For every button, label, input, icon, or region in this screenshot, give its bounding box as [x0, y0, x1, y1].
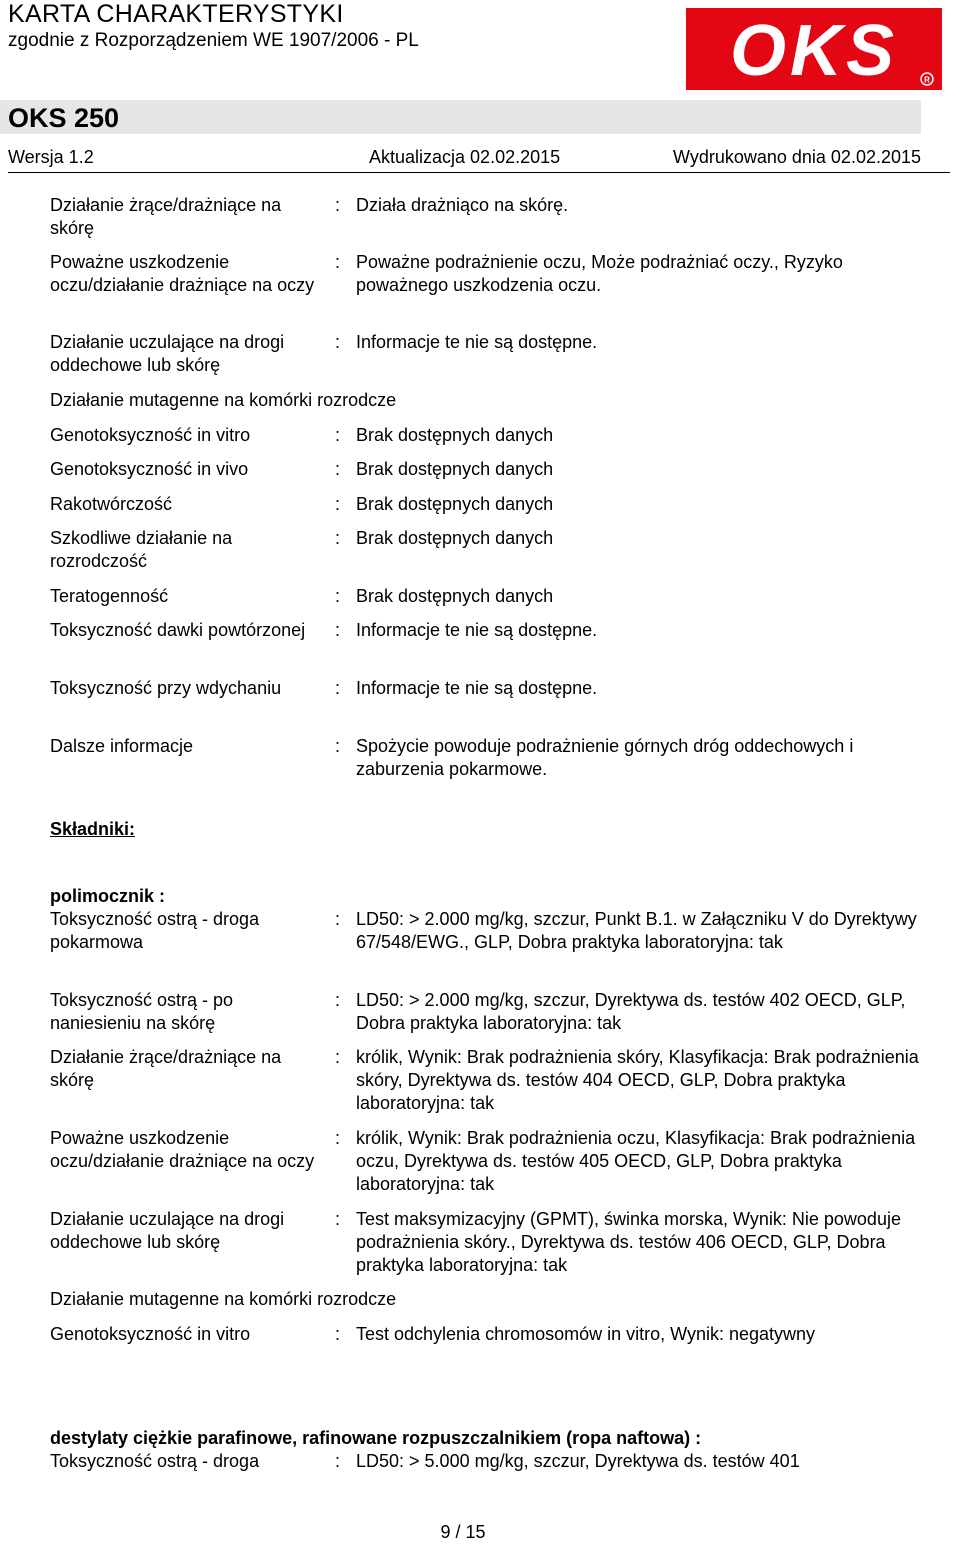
row-label: Poważne uszkodzenie oczu/działanie drażniące na oczy	[50, 252, 315, 295]
row-colon: :	[335, 332, 341, 352]
row-label: Dalsze informacje	[50, 736, 194, 756]
row-label: Genotoksyczność in vivo	[50, 459, 249, 479]
row-value: królik, Wynik: Brak podrażnienia oczu, Klasyfikacja: Brak podrażnienia oczu, Dyrektywa ds. testów 405 OECD, GLP, Dobra praktyka laboratoryjna: tak	[356, 1128, 916, 1194]
row-value: Informacje te nie są dostępne.	[356, 678, 598, 698]
row-colon: :	[335, 1324, 341, 1344]
regulation-subtitle: zgodnie z Rozporządzeniem WE 1907/2006 - PL	[8, 30, 419, 51]
row-label: Toksyczność przy wdychaniu	[50, 678, 282, 698]
product-name: OKS 250	[8, 103, 120, 133]
header-divider	[8, 172, 950, 173]
update-date: Aktualizacja 02.02.2015	[369, 147, 561, 167]
row-label: Poważne uszkodzenie oczu/działanie drażniące na oczy	[50, 1128, 315, 1171]
row-value: Test maksymizacyjny (GPMT), świnka morska, Wynik: Nie powoduje podrażnienia skóry., Dyrektywa ds. testów 406 OECD, GLP, Dobra praktyka laboratoryjna: tak	[356, 1209, 901, 1275]
row-value: Test odchylenia chromosomów in vitro, Wynik: negatywny	[356, 1324, 816, 1344]
row-colon: :	[335, 909, 341, 929]
row-value: królik, Wynik: Brak podrażnienia skóry, Klasyfikacja: Brak podrażnienia skóry, Dyrektywa ds. testów 404 OECD, GLP, Dobra praktyka laboratoryjna: tak	[356, 1047, 919, 1113]
oks-logo	[686, 8, 942, 90]
svg-text:R: R	[924, 75, 930, 85]
components-heading: Składniki:	[50, 819, 136, 839]
row-value: LD50: > 5.000 mg/kg, szczur, Dyrektywa ds. testów 401	[356, 1451, 800, 1471]
row-value: Brak dostępnych danych	[356, 459, 554, 479]
row-value: Brak dostępnych danych	[356, 528, 554, 548]
row-value: Poważne podrażnienie oczu, Może podrażniać oczy., Ryzyko poważnego uszkodzenia oczu.	[356, 252, 843, 295]
row-colon: :	[335, 425, 341, 445]
row-label: Rakotwórczość	[50, 494, 173, 514]
row-colon: :	[335, 459, 341, 479]
version-label: Wersja 1.2	[8, 147, 94, 167]
row-label: Toksyczność ostrą - po naniesieniu na skórę	[50, 990, 234, 1033]
row-colon: :	[335, 586, 341, 606]
row-value: Informacje te nie są dostępne.	[356, 332, 598, 352]
page-number: 9 / 15	[440, 1522, 486, 1542]
row-value: Spożycie powoduje podrażnienie górnych dróg oddechowych i zaburzenia pokarmowe.	[356, 736, 854, 779]
row-colon: :	[335, 990, 341, 1010]
row-colon: :	[335, 1128, 341, 1148]
row-colon: :	[335, 620, 341, 640]
row-colon: :	[335, 528, 341, 548]
row-colon: :	[335, 736, 341, 756]
document-title: KARTA CHARAKTERYSTYKI	[8, 0, 344, 28]
row-label: Teratogenność	[50, 586, 169, 606]
print-date: Wydrukowano dnia 02.02.2015	[673, 147, 922, 167]
logo-lettering: OKS	[729, 11, 899, 90]
row-value: Informacje te nie są dostępne.	[356, 620, 598, 640]
row-colon: :	[335, 1047, 341, 1067]
component-name: destylaty ciężkie parafinowe, rafinowane rozpuszczalnikiem (ropa naftowa) :	[50, 1428, 702, 1448]
row-value: Działa drażniąco na skórę.	[356, 195, 569, 215]
row-label: Genotoksyczność in vitro	[50, 1324, 251, 1344]
section-heading: Działanie mutagenne na komórki rozrodcze	[50, 1289, 397, 1309]
row-colon: :	[335, 678, 341, 698]
row-colon: :	[335, 1209, 341, 1229]
row-label: Działanie uczulające na drogi oddechowe lub skórę	[50, 332, 285, 375]
row-colon: :	[335, 195, 341, 215]
row-label: Działanie żrące/drażniące na skórę	[50, 1047, 282, 1090]
component-name: polimocznik :	[50, 886, 166, 906]
row-label: Toksyczność ostrą - droga	[50, 1451, 260, 1471]
product-bar	[0, 100, 921, 134]
row-label: Toksyczność ostrą - droga pokarmowa	[50, 909, 260, 952]
row-colon: :	[335, 252, 341, 272]
row-value: LD50: > 2.000 mg/kg, szczur, Dyrektywa ds. testów 402 OECD, GLP, Dobra praktyka laboratoryjna: tak	[356, 990, 906, 1033]
row-colon: :	[335, 494, 341, 514]
row-value: Brak dostępnych danych	[356, 425, 554, 445]
row-label: Genotoksyczność in vitro	[50, 425, 251, 445]
row-label: Działanie uczulające na drogi oddechowe lub skórę	[50, 1209, 285, 1252]
row-label: Toksyczność dawki powtórzonej	[50, 620, 306, 640]
row-label: Działanie żrące/drażniące na skórę	[50, 195, 282, 238]
section-heading: Działanie mutagenne na komórki rozrodcze	[50, 390, 397, 410]
row-colon: :	[335, 1451, 341, 1471]
row-value: LD50: > 2.000 mg/kg, szczur, Punkt B.1. w Załączniku V do Dyrektywy 67/548/EWG., GLP, Dobra praktyka laboratoryjna: tak	[356, 909, 917, 952]
row-label: Szkodliwe działanie na rozrodczość	[50, 528, 233, 571]
row-value: Brak dostępnych danych	[356, 586, 554, 606]
row-value: Brak dostępnych danych	[356, 494, 554, 514]
